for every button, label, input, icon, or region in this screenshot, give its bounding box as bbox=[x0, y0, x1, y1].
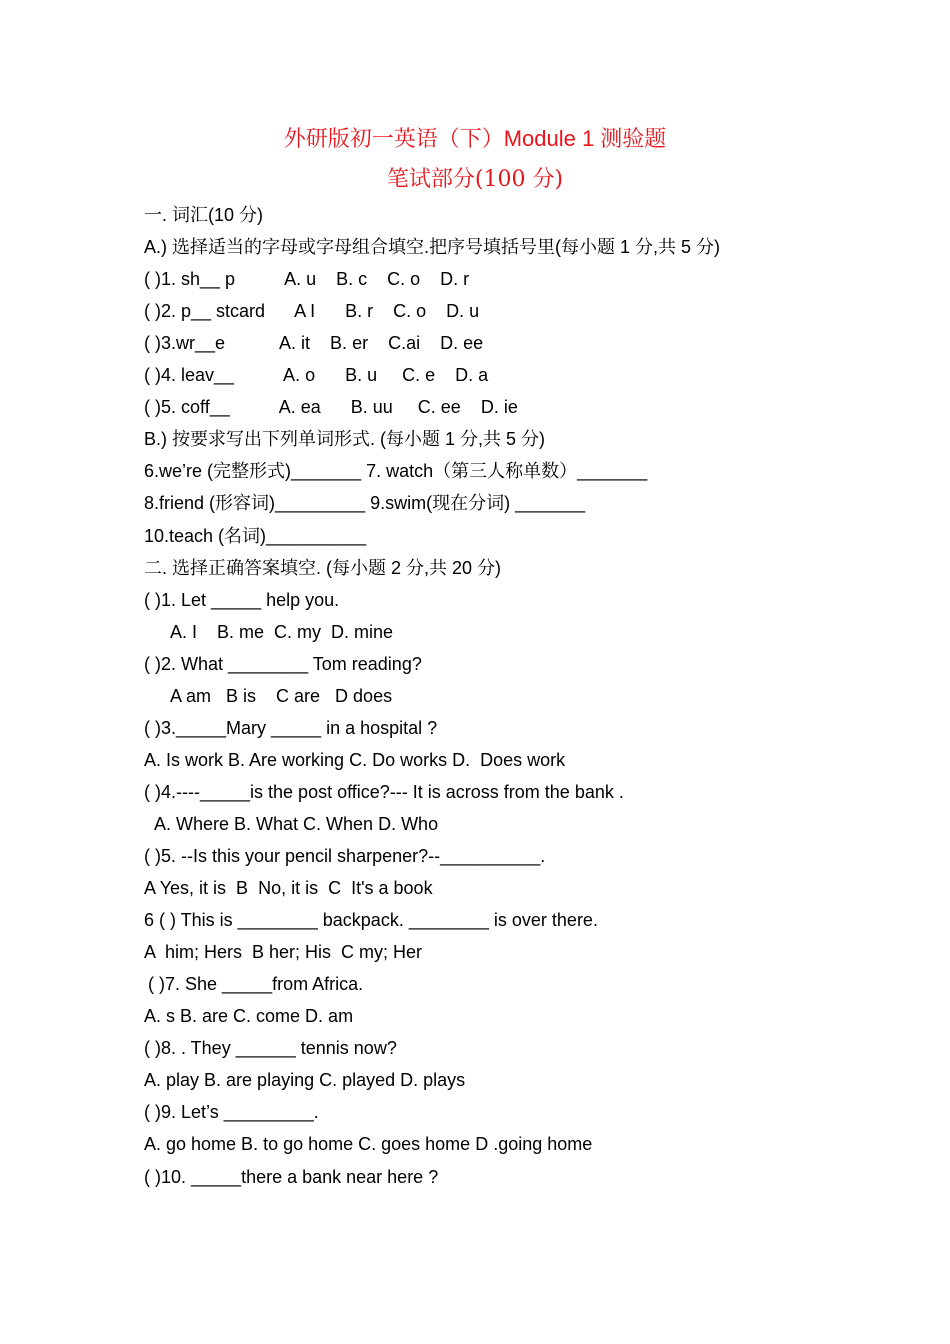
text-line: ( )2. p__ stcard A I B. r C. o D. u bbox=[144, 301, 480, 321]
text-line: 6.we’re (完整形式)_______ 7. watch（第三人称单数）_______ bbox=[144, 461, 648, 481]
text-line: ( )9. Let’s _________. bbox=[144, 1102, 319, 1122]
text-line: ( )10. _____there a bank near here ? bbox=[144, 1167, 439, 1187]
text-line: B.) 按要求写出下列单词形式. (每小题 1 分,共 5 分) bbox=[144, 429, 546, 449]
text-line: A. play B. are playing C. played D. plays bbox=[144, 1070, 466, 1090]
text-line: A. Is work B. Are working C. Do works D. Does work bbox=[144, 750, 566, 770]
text-line: 6 ( ) This is ________ backpack. ________ is over there. bbox=[144, 910, 598, 930]
text-line: A. I B. me C. my D. mine bbox=[170, 622, 394, 642]
text-line: A am B is C are D does bbox=[170, 686, 393, 706]
text-line: A. s B. are C. come D. am bbox=[144, 1006, 354, 1026]
text-line: A.) 选择适当的字母或字母组合填空.把序号填括号里(每小题 1 分,共 5 分) bbox=[144, 237, 721, 257]
text-line: 一. 词汇(10 分) bbox=[144, 205, 264, 225]
document-title: 外研版初一英语（下）Module 1 测验题 bbox=[283, 126, 667, 151]
text-line: ( )5. coff__ A. ea B. uu C. ee D. ie bbox=[144, 397, 518, 417]
text-line: A Yes, it is B No, it is C It's a book bbox=[144, 878, 433, 898]
text-line: 10.teach (名词)__________ bbox=[144, 526, 367, 546]
text-line: ( )1. sh__ p A. u B. c C. o D. r bbox=[144, 269, 470, 289]
text-line: A. go home B. to go home C. goes home D .going home bbox=[144, 1134, 593, 1154]
text-line: ( )5. --Is this your pencil sharpener?--__________. bbox=[144, 846, 546, 866]
text-line: A him; Hers B her; His C my; Her bbox=[144, 942, 423, 962]
text-line: ( )7. She _____from Africa. bbox=[148, 974, 364, 994]
text-line: ( )4.----_____is the post office?--- It is across from the bank . bbox=[144, 782, 624, 802]
text-line: A. Where B. What C. When D. Who bbox=[154, 814, 439, 834]
text-line: ( )2. What ________ Tom reading? bbox=[144, 654, 422, 674]
text-line: 二. 选择正确答案填空. (每小题 2 分,共 20 分) bbox=[144, 558, 502, 578]
text-line: ( )3._____Mary _____ in a hospital ? bbox=[144, 718, 438, 738]
text-line: 8.friend (形容词)_________ 9.swim(现在分词) _______ bbox=[144, 493, 586, 513]
text-line: ( )4. leav__ A. o B. u C. e D. a bbox=[144, 365, 489, 385]
text-line: ( )8. . They ______ tennis now? bbox=[144, 1038, 397, 1058]
text-line: ( )1. Let _____ help you. bbox=[144, 590, 340, 610]
text-line: ( )3.wr__e A. it B. er C.ai D. ee bbox=[144, 333, 484, 353]
document-subtitle: 笔试部分(100 分) bbox=[386, 167, 564, 192]
